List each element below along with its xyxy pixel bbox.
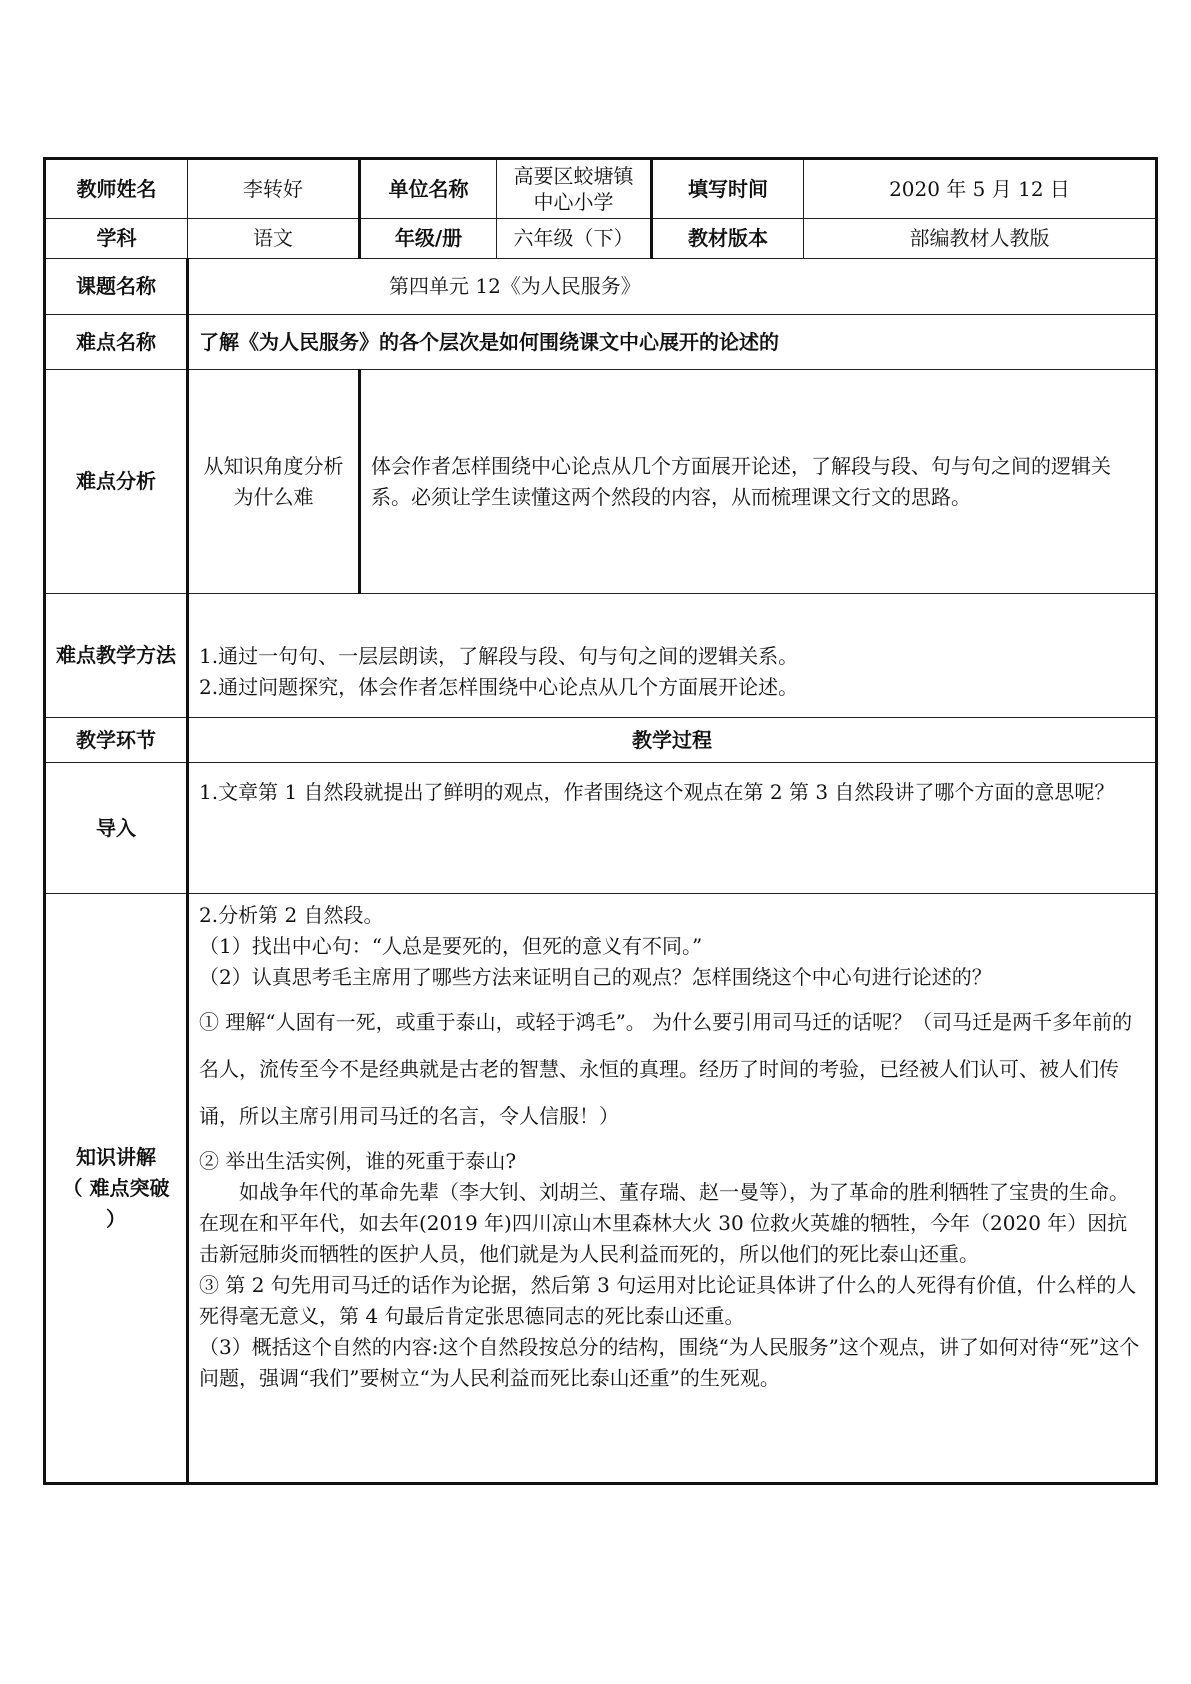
knowledge-p5: ② 举出生活实例，谁的死重于泰山?: [199, 1149, 517, 1173]
analysis-label: 难点分析: [45, 370, 188, 594]
header-row-1: [45, 159, 1157, 219]
knowledge-cell: [188, 894, 1157, 1484]
analysis-text: 体会作者怎样围绕中心论点从几个方面展开论述，了解段与段、句与句之间的逻辑关系。必须让学生读懂这两个然段的内容，从而梳理课文行文的思路。: [360, 370, 1157, 594]
process-header-right: 教学过程: [188, 718, 1157, 763]
knowledge-label-line-2: （ 难点突破 ）: [62, 1175, 170, 1231]
edition-value: 部编教材人教版: [804, 219, 1157, 259]
intro-label: 导入: [45, 763, 188, 894]
method-row: [45, 594, 1157, 718]
method-line-2: 2.通过问题探究，体会作者怎样围绕中心论点从几个方面展开论述。: [199, 674, 799, 699]
date-value: 2020 年 5 月 12 日: [804, 159, 1157, 219]
grade-value: 六年级（下）: [497, 219, 652, 259]
grade-label: 年级/册: [360, 219, 497, 259]
teacher-value: 李转好: [188, 159, 360, 219]
method-line-1: 1.通过一句句、一层层朗读，了解段与段、句与句之间的逻辑关系。: [199, 643, 799, 668]
topic-value: 第四单元 12《为人民服务》: [188, 259, 1157, 315]
knowledge-p7: ③ 第 2 句先用司马迁的话作为论据，然后第 3 句运用对比论证具体讲了什么的人死得有价值，什么样的人死得毫无意义，第 4 句最后肯定张思德同志的死比泰山还重。: [199, 1273, 1137, 1328]
analysis-sub-label: 从知识角度分析为什么难: [188, 370, 360, 594]
unit-value: 高要区蛟塘镇中心小学: [497, 159, 652, 219]
knowledge-p1: 2.分析第 2 自然段。: [199, 903, 384, 927]
difficulty-row: [45, 315, 1157, 370]
intro-text: 1.文章第 1 自然段就提出了鲜明的观点，作者围绕这个观点在第 2 第 3 自然段讲了哪个方面的意思呢？: [188, 763, 1157, 894]
topic-row: [45, 259, 1157, 315]
date-label: 填写时间: [652, 159, 804, 219]
process-header-row: [45, 718, 1157, 763]
analysis-row: [45, 370, 1157, 594]
knowledge-p6: 如战争年代的革命先辈（李大钊、刘胡兰、董存瑞、赵一曼等），为了革命的胜利牺牲了宝贵的生命。在现在和平年代，如去年(2019 年)四川凉山木里森林大火 30 位救火英雄的牺牲，今年（2020 年）因抗击新冠肺炎而牺牲的医护人员，他们就是为人民利益而死的，所以他们的死比泰山还重。: [199, 1180, 1129, 1266]
difficulty-value: 了解《为人民服务》的各个层次是如何围绕课文中心展开的论述的: [188, 315, 1157, 370]
difficulty-label: 难点名称: [45, 315, 188, 370]
method-label: 难点教学方法: [45, 594, 188, 718]
knowledge-row: [45, 894, 1157, 1484]
knowledge-p8: （3）概括这个自然的内容:这个自然段按总分的结构，围绕“为人民服务”这个观点，讲了如何对待“死”这个问题，强调“我们”要树立“为人民利益而死比泰山还重”的生死观。: [199, 1335, 1140, 1390]
subject-label: 学科: [45, 219, 188, 259]
unit-label: 单位名称: [360, 159, 497, 219]
process-header-left: 教学环节: [45, 718, 188, 763]
teacher-label: 教师姓名: [45, 159, 188, 219]
topic-label: 课题名称: [45, 259, 188, 315]
knowledge-p3: （2）认真思考毛主席用了哪些方法来证明自己的观点？怎样围绕这个中心句进行论述的？: [199, 965, 992, 989]
header-row-2: [45, 219, 1157, 259]
knowledge-p2: （1）找出中心句：“人总是要死的，但死的意义有不同。”: [199, 934, 703, 958]
knowledge-label-line-1: 知识讲解: [76, 1144, 156, 1169]
subject-value: 语文: [188, 219, 360, 259]
intro-row: [45, 763, 1157, 894]
knowledge-p4: ① 理解“人固有一死，或重于泰山，或轻于鸿毛”。 为什么要引用司马迁的话呢？（司马迁是两千多年前的名人，流传至今不是经典就是古老的智慧、永恒的真理。经历了时间的考验，已经被人们认可、被人们传诵，所以主席引用司马迁的名言，令人信服！）: [199, 1010, 1133, 1128]
edition-label: 教材版本: [652, 219, 804, 259]
knowledge-label: [45, 894, 188, 1484]
lesson-plan-table: [43, 157, 1158, 1485]
method-cell: [188, 594, 1157, 718]
